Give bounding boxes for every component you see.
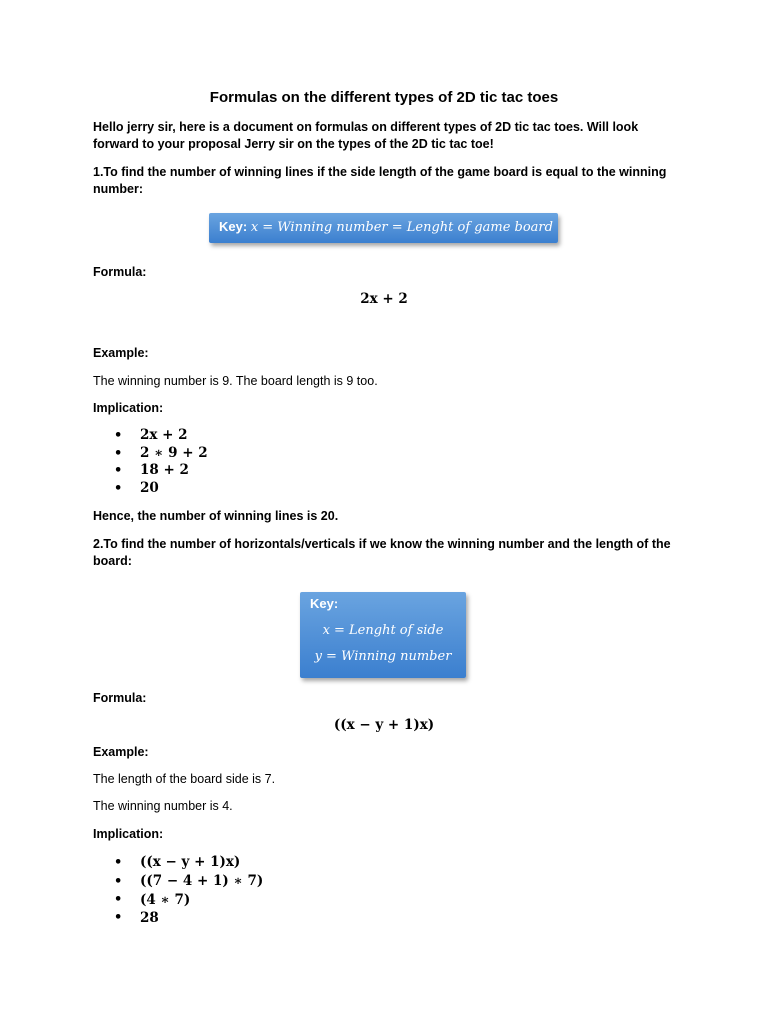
intro-paragraph: Hello jerry sir, here is a document on formulas on different types of 2D tic tac toes. Will look forward to your proposal Jerry sir on the types of the 2D tic tac toe! [93,120,639,151]
section1-steps-list [93,427,493,497]
section2-example-line-1: The length of the board side is 7. [93,772,276,786]
document-title: Formulas on the different types of 2D tic tac toes [209,89,559,106]
section2-example-label: Example: [93,745,149,759]
section1-key-box [209,213,558,243]
section2-key-box [300,592,466,678]
section1-implication-label: Implication: [93,401,164,415]
section2-formula: ((x − y + 1)x) [333,717,435,733]
section2-key-line-x: x = Lenght of side [322,623,444,638]
section1-example-label: Example: [93,346,149,360]
section2-steps-list [93,853,493,927]
list-item: • 18 + 2 [114,462,189,478]
list-item: • (4 ∗ 7) [114,892,191,908]
section2-key-line-y: y = Winning number [314,649,452,664]
section1-formula-label: Formula: [93,265,147,279]
list-item: • 28 [114,910,159,926]
section1-conclusion: Hence, the number of winning lines is 20. [93,509,339,523]
section2-formula-label: Formula: [93,691,147,705]
list-item: • 2 ∗ 9 + 2 [114,444,208,461]
section2-implication-label: Implication: [93,827,164,841]
section2-key-label: Key: [310,596,339,611]
section1-key-label: Key: [219,219,248,234]
list-item: • ((x − y + 1)x) [114,854,241,870]
section1-formula: 2x + 2 [360,291,408,307]
list-item: • ((7 − 4 + 1) ∗ 7) [114,873,264,889]
section1-example-text: The winning number is 9. The board length is 9 too. [93,374,378,388]
section1-key-expression: x = Winning number = Lenght of game board [250,220,553,235]
list-item: • 20 [114,479,159,496]
section2-example-line-2: The winning number is 4. [93,799,233,813]
section2-heading: 2.To find the number of horizontals/verticals if we know the winning number and the length of the board: [93,537,671,568]
list-item: • 2x + 2 [114,427,188,443]
section1-heading: 1.To find the number of winning lines if the side length of the game board is equal to the winning number: [93,165,667,196]
